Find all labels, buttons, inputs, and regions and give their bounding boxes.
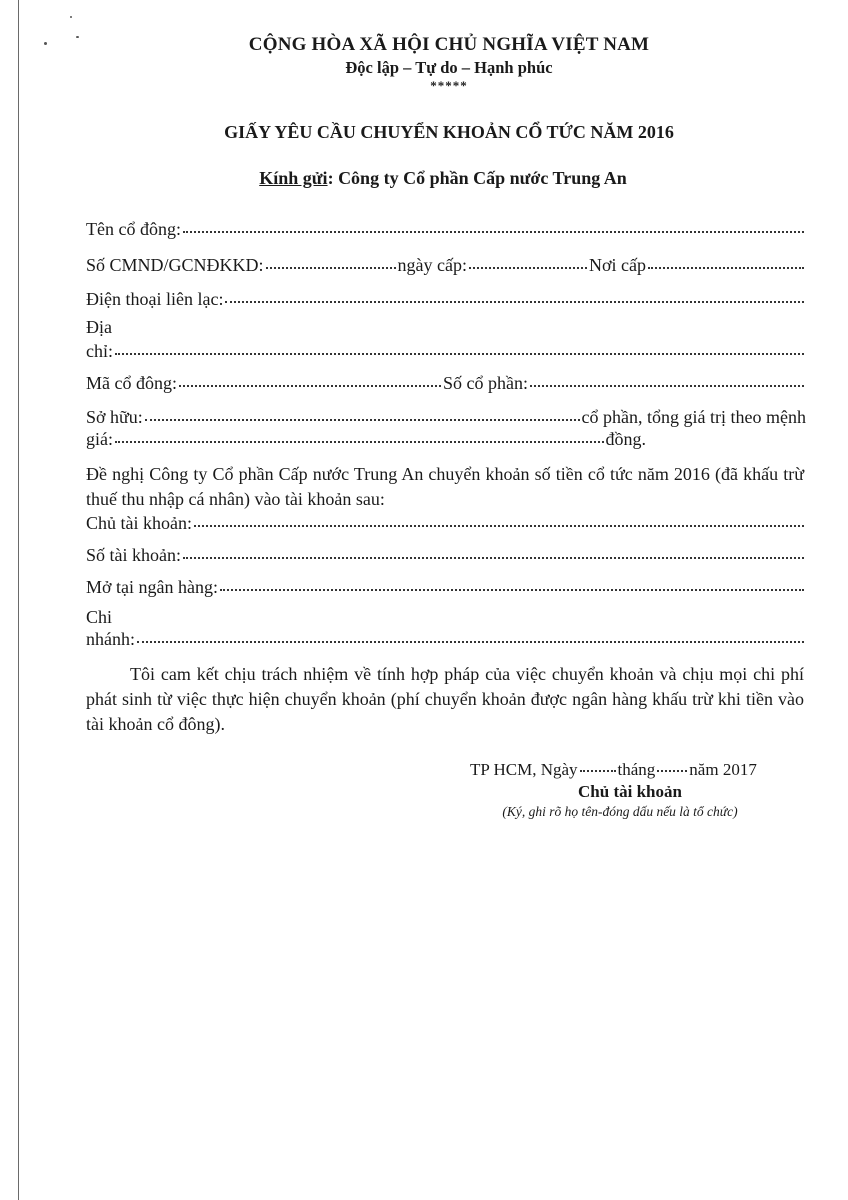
commitment-paragraph: Tôi cam kết chịu trách nhiệm về tính hợp pháp của việc chuyển khoản và chịu mọi chi phí phát sinh từ việc thực hiện chuyển khoản (phí chuyển khoản được ngân hàng khấu trừ khi tiền vào tài khoản cổ đông). (86, 664, 804, 734)
phone-blank[interactable] (225, 300, 804, 303)
document-title: GIẤY YÊU CẦU CHUYỂN KHOẢN CỔ TỨC NĂM 2016 (224, 122, 674, 142)
share-count-label: Số cổ phần: (442, 373, 528, 393)
owns-label: Sở hữu: (86, 407, 143, 427)
recipient-label: Kính gửi (259, 168, 328, 188)
bank-blank[interactable] (220, 588, 804, 591)
branch-blank[interactable] (137, 640, 804, 643)
address-label-part1: Địa (86, 317, 112, 337)
account-holder-label: Chủ tài khoản: (86, 513, 192, 533)
field-shareholder-name[interactable] (86, 218, 806, 240)
issue-date-label: ngày cấp: (397, 255, 467, 275)
field-phone[interactable] (86, 288, 806, 310)
par-value-label: giá: (86, 429, 113, 449)
signature-month: tháng (617, 760, 656, 779)
owns-blank[interactable] (145, 418, 580, 421)
field-account-holder[interactable] (86, 512, 806, 534)
field-branch-line1 (86, 606, 806, 628)
signature-day-blank[interactable] (580, 769, 616, 772)
id-number-blank[interactable] (266, 266, 396, 269)
field-address-line1 (86, 316, 806, 338)
request-paragraph: Đề nghị Công ty Cổ phần Cấp nước Trung An chuyển khoản số tiền cổ tức năm 2016 (đã khấu trừ thuế thu nhập cá nhân) vào tài khoản sau: (86, 464, 804, 509)
account-holder-blank[interactable] (194, 524, 804, 527)
address-label-part2: chỉ: (86, 341, 113, 361)
signature-year: năm 2017 (689, 760, 757, 779)
field-par-value[interactable] (86, 428, 646, 450)
shareholder-code-blank[interactable] (179, 384, 441, 387)
issue-place-label: Nơi cấp (589, 255, 646, 275)
field-account-number[interactable] (86, 544, 806, 566)
recipient-name: Công ty Cổ phần Cấp nước Trung An (333, 168, 627, 188)
field-shareholder-code-row[interactable] (86, 372, 806, 394)
scan-speck (70, 16, 72, 18)
issue-date-blank[interactable] (469, 266, 587, 269)
recipient-colon: : (327, 168, 334, 188)
motto-stars: ***** (430, 78, 468, 93)
shareholder-code-label: Mã cổ đông: (86, 373, 177, 393)
par-value-blank[interactable] (115, 440, 604, 443)
owns-suffix: cổ phần, tổng giá trị theo mệnh (581, 407, 806, 427)
share-count-blank[interactable] (530, 384, 804, 387)
signature-instruction: (Ký, ghi rõ họ tên-đóng dấu nếu là tổ chức) (502, 804, 738, 819)
branch-label-part2: nhánh: (86, 629, 135, 649)
account-number-label: Số tài khoản: (86, 545, 181, 565)
shareholder-name-blank[interactable] (183, 230, 804, 233)
motto-heading: Độc lập – Tự do – Hạnh phúc (345, 58, 553, 77)
field-owns[interactable] (86, 406, 806, 428)
signature-month-blank[interactable] (657, 769, 687, 772)
field-address[interactable] (86, 340, 806, 362)
nation-heading: CỘNG HÒA XÃ HỘI CHỦ NGHĨA VIỆT NAM (248, 34, 650, 55)
field-id-row[interactable] (86, 254, 806, 276)
account-number-blank[interactable] (183, 556, 804, 559)
par-value-suffix: đồng. (605, 429, 646, 449)
signature-date-line[interactable] (470, 760, 790, 780)
recipient-line (0, 168, 848, 189)
signature-holder-title: Chủ tài khoản (578, 782, 682, 801)
phone-label: Điện thoại liên lạc: (86, 289, 224, 309)
bank-label: Mở tại ngân hàng: (86, 577, 218, 597)
branch-label-part1: Chi (86, 607, 113, 627)
id-number-label: Số CMND/GCNĐKKD: (86, 255, 264, 275)
signature-place-day: TP HCM, Ngày (470, 760, 578, 779)
field-bank[interactable] (86, 576, 806, 598)
address-blank[interactable] (115, 352, 804, 355)
shareholder-name-label: Tên cổ đông: (86, 219, 181, 239)
field-branch[interactable] (86, 628, 806, 650)
issue-place-blank[interactable] (648, 266, 804, 269)
